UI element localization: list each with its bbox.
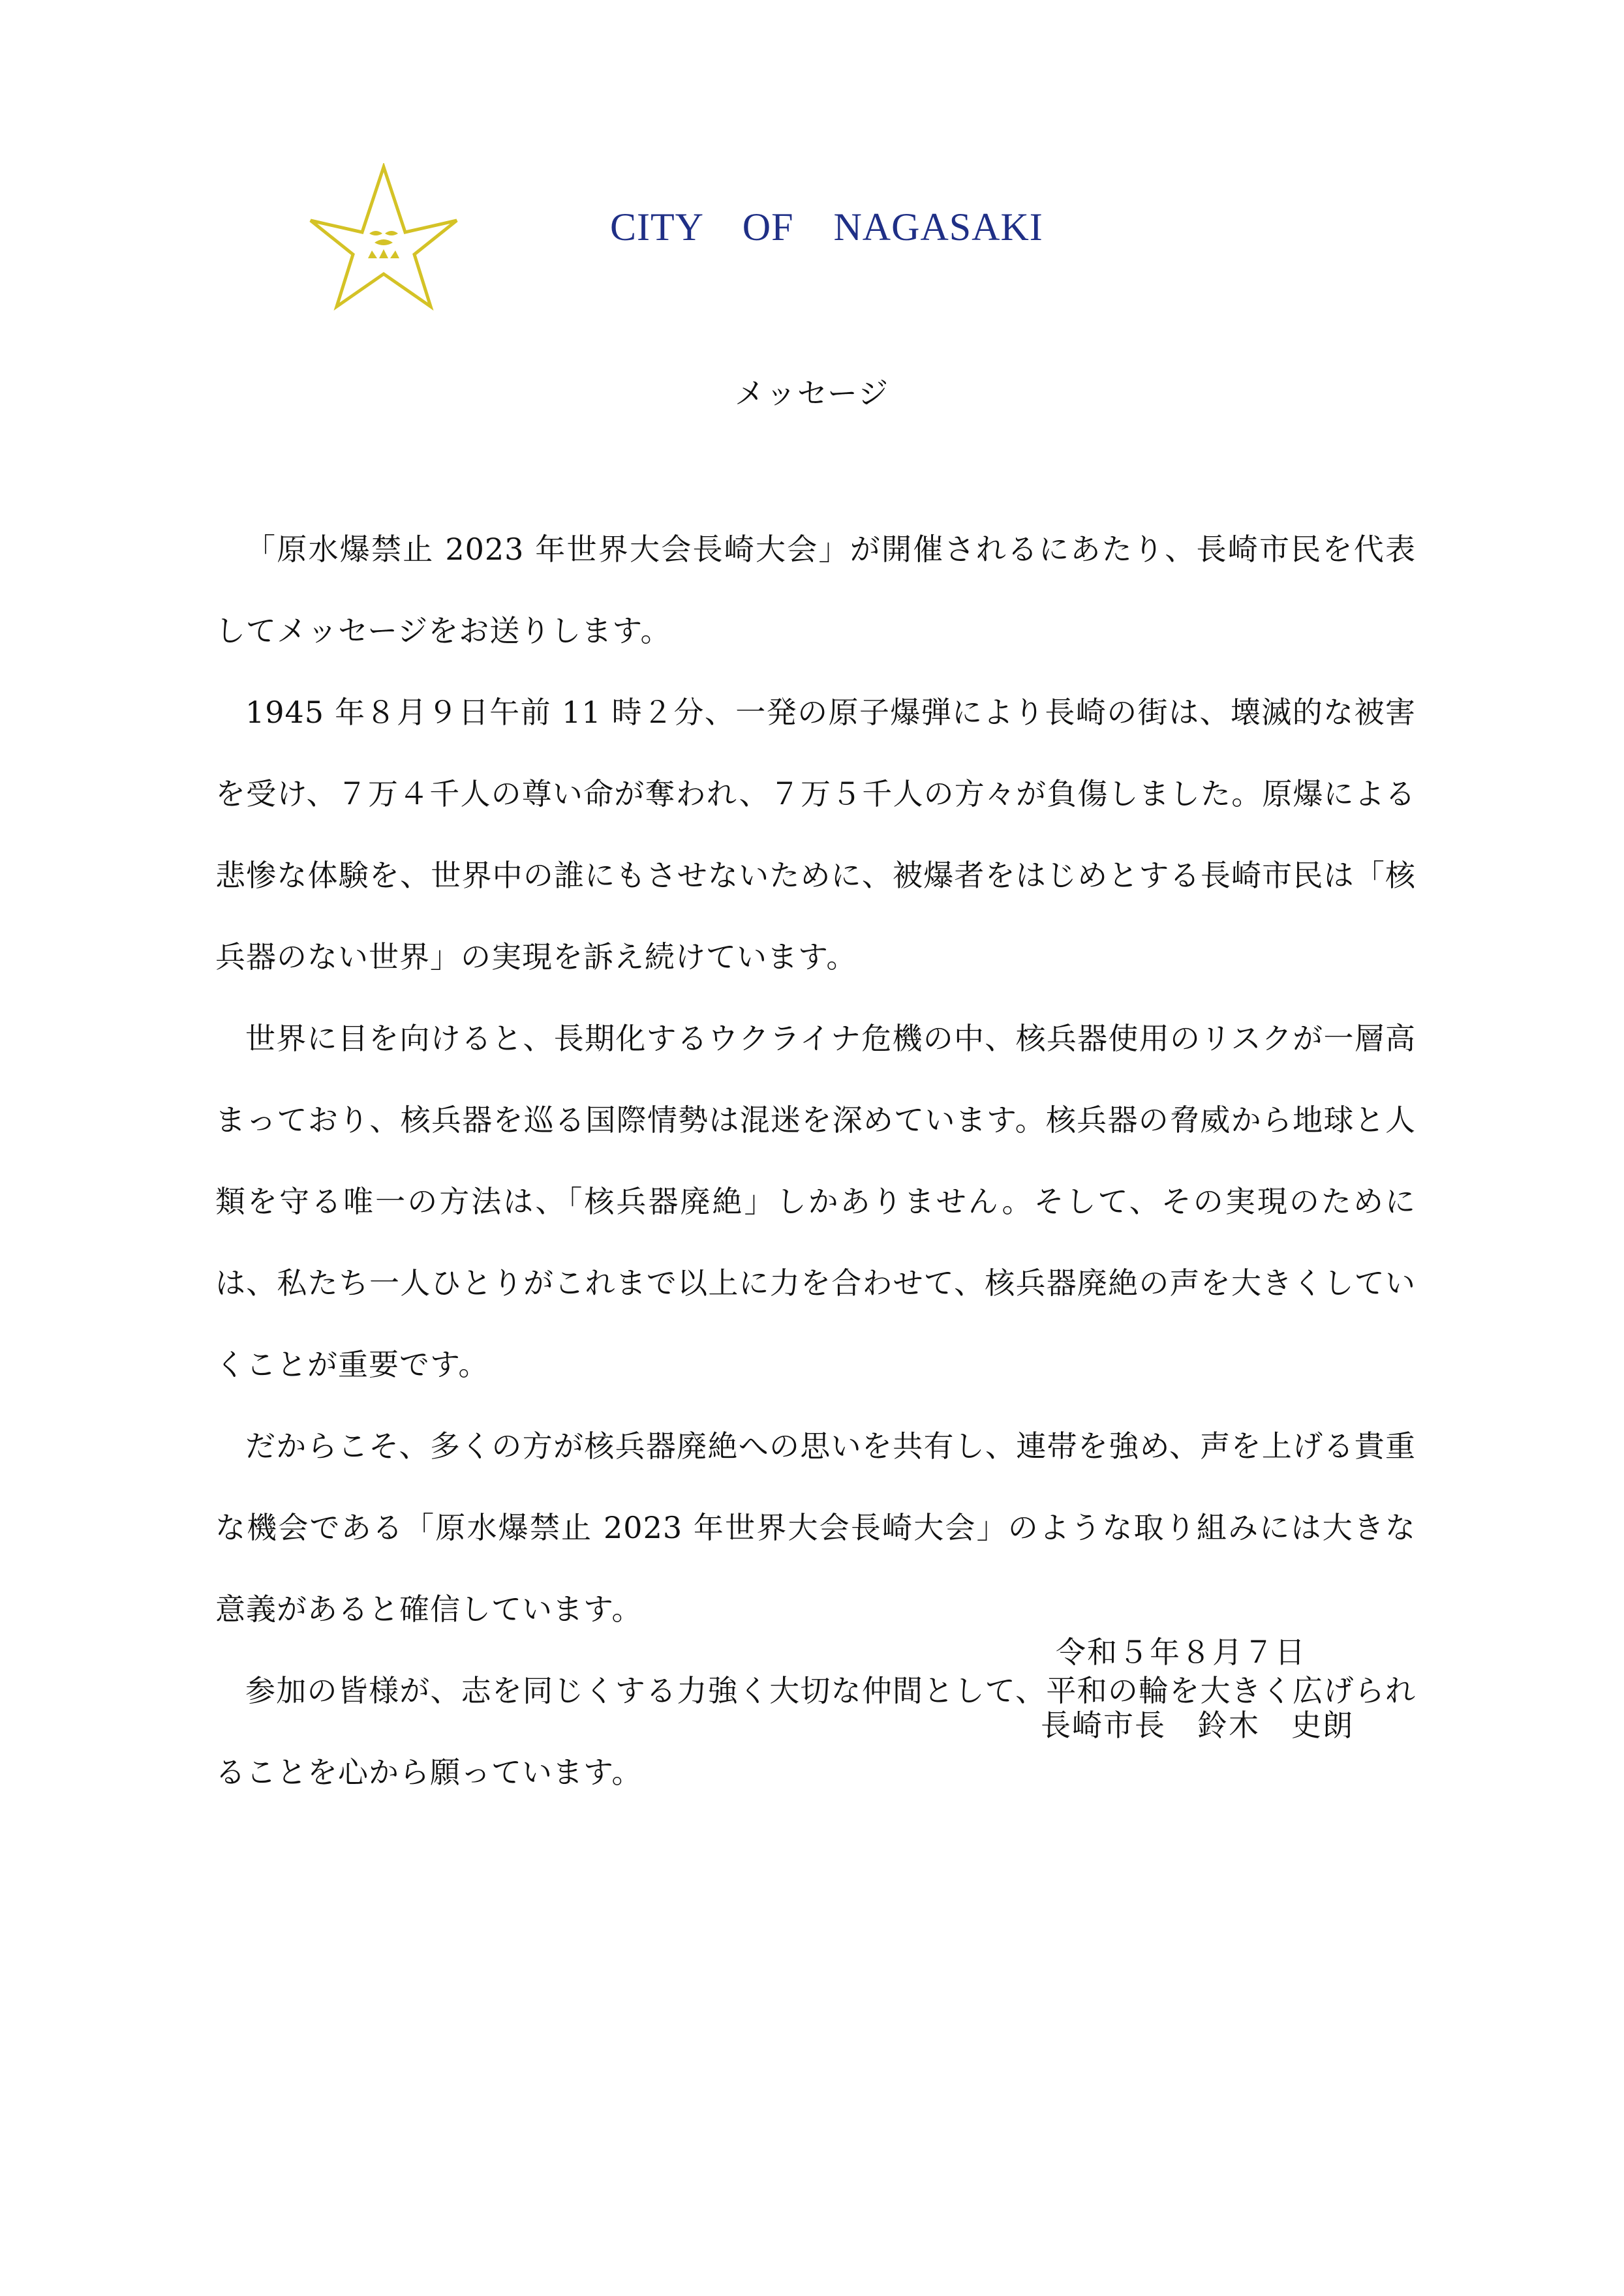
- emblem-center-mark: [368, 231, 399, 258]
- paragraph-1: 「原水爆禁止 2023 年世界大会長崎大会」が開催されるにあたり、長崎市民を代表してメッセージをお送りします。: [215, 532, 1416, 648]
- document-title: メッセージ: [734, 376, 890, 411]
- paragraph-4: だからこそ、多くの方が核兵器廃絶への思いを共有し、連帯を強め、声を上げる貴重な機会である「原水爆禁止 2023 年世界大会長崎大会」のような取り組みには大きな意義があると確信しています。: [215, 1428, 1416, 1627]
- message-date: 令和５年８月７日: [1056, 1635, 1306, 1670]
- paragraph-5: 参加の皆様が、志を同じくする力強く大切な仲間として、平和の輪を大きく広げられることを心から願っています。: [215, 1673, 1416, 1790]
- nagasaki-city-emblem-icon: [307, 163, 461, 310]
- mayor-signature: 長崎市長 鈴木 史朗: [1041, 1708, 1354, 1743]
- paragraph-2: 1945 年８月９日午前 11 時２分、一発の原子爆弾により長崎の街は、壊滅的な被害を受け、７万４千人の尊い命が奪われ、７万５千人の方々が負傷しました。原爆による悲惨な体験を、世界中の誰にもさせないために、被爆者をはじめとする長崎市民は「核兵器のない世界」の実現を訴え続けています。: [215, 695, 1416, 974]
- paragraph-3: 世界に目を向けると、長期化するウクライナ危機の中、核兵器使用のリスクが一層高まっており、核兵器を巡る国際情勢は混迷を深めています。核兵器の脅威から地球と人類を守る唯一の方法は、「核兵器廃絶」しかありません。そして、その実現のためには、私たち一人ひとりがこれまで以上に力を合わせて、核兵器廃絶の声を大きくしていくことが重要です。: [215, 1021, 1416, 1382]
- city-name-heading: CITY OF NAGASAKI: [610, 205, 1043, 249]
- message-body: [215, 509, 1416, 1813]
